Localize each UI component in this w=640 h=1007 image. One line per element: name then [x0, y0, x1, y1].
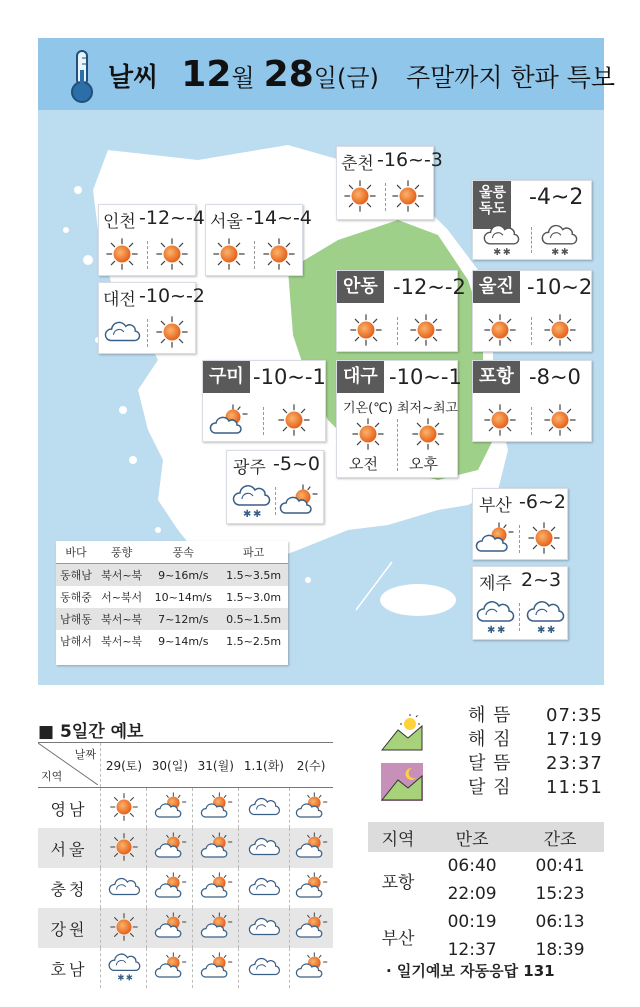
table-row	[38, 788, 333, 829]
region-card-jeju	[472, 566, 568, 640]
sunny-icon	[527, 521, 561, 555]
tide-region: 포항	[381, 872, 415, 893]
snow-icon	[539, 221, 579, 259]
table-row	[38, 828, 333, 868]
partly-cloudy-icon	[153, 952, 187, 982]
region-name: 부산	[479, 496, 512, 516]
region-temp: -5~0	[273, 453, 320, 475]
table-row	[368, 908, 604, 936]
sunset-time: 17:19	[546, 729, 603, 750]
cloudy-icon	[247, 872, 281, 902]
day-header: 2(수)	[289, 743, 333, 788]
high-tide-time: 22:09	[447, 884, 497, 904]
moonset-time: 11:51	[546, 777, 603, 798]
sunny-icon	[409, 313, 443, 347]
day-header: 30(일)	[147, 743, 193, 788]
region-card-busan	[472, 488, 568, 560]
forecast-region: 영남	[38, 788, 101, 829]
region-tag: 대구	[337, 361, 384, 393]
forecast-cell	[193, 948, 239, 988]
sunrise-icon	[380, 712, 424, 752]
region-name-line2: 독도	[479, 201, 507, 217]
forecast-cell	[239, 868, 289, 908]
day-header: 31(월)	[193, 743, 239, 788]
partly-cloudy-icon	[153, 832, 187, 862]
headline: 주말까지 한파 특보	[405, 63, 616, 92]
sunny-icon	[391, 179, 425, 213]
region-name: 서울	[210, 212, 243, 232]
forecast-title: ■ 5일간 예보	[38, 722, 144, 742]
region-temp: -6~2	[519, 491, 566, 513]
wave-cell: 북서~북	[96, 564, 147, 587]
high-tide-time: 00:19	[447, 912, 497, 932]
forecast-cell	[193, 868, 239, 908]
wave-cell: 10~14m/s	[154, 590, 212, 604]
forecast-cell	[239, 948, 289, 988]
low-tide-time: 15:23	[535, 884, 585, 904]
wave-cell: 1.5~3.5m	[219, 564, 288, 587]
table-row	[56, 564, 288, 587]
sunny-icon	[109, 912, 139, 942]
forecast-cell	[101, 868, 147, 908]
region-name-line1: 울릉	[479, 185, 507, 201]
cloudy-icon	[107, 872, 141, 902]
region-card-daejeon	[98, 282, 205, 354]
region-temp: -14~-4	[246, 207, 312, 229]
region-tag: 구미	[203, 361, 250, 393]
wave-cell: 9~14m/s	[158, 634, 209, 648]
wave-header: 풍향	[96, 541, 147, 564]
wave-cell: 남해동	[56, 608, 96, 630]
region-temp: -10~-2	[139, 285, 205, 307]
region-card-uljin	[472, 270, 592, 352]
high-tide-time: 06:40	[447, 856, 497, 876]
region-temp: 2~3	[521, 569, 562, 591]
header-weekday: (금)	[336, 64, 379, 92]
wave-cell: 북서~북	[96, 608, 147, 630]
region-card-gumi	[202, 360, 326, 442]
sunrise-label: 해 뜸	[468, 705, 512, 726]
header-banner	[38, 38, 616, 110]
sunny-icon	[105, 237, 139, 271]
region-card-pohang	[472, 360, 592, 442]
sea-conditions-table	[56, 541, 288, 665]
region-card-ulleung-dokdo	[472, 180, 592, 260]
sunny-icon	[262, 237, 296, 271]
forecast-cell	[147, 868, 193, 908]
tide-region: 부산	[381, 928, 415, 949]
region-temp: -10~-1	[389, 365, 462, 389]
table-row	[38, 908, 333, 948]
partly-cloudy-icon	[209, 401, 249, 437]
region-name: 대전	[103, 290, 136, 310]
forecast-cell	[101, 908, 147, 948]
forecast-cell	[147, 908, 193, 948]
snow-icon	[107, 950, 141, 984]
forecast-cell	[101, 788, 147, 829]
header-day-unit: 일	[313, 64, 337, 92]
tide-header: 간조	[516, 822, 604, 852]
sunny-icon	[411, 417, 445, 451]
region-card-chuncheon	[336, 146, 443, 220]
cloudy-icon	[247, 912, 281, 942]
wave-cell: 7~12m/s	[147, 608, 219, 630]
sunrise-time: 07:35	[546, 705, 603, 726]
sunny-icon	[543, 403, 577, 437]
header-month: 12	[181, 54, 232, 95]
region-card-incheon	[98, 204, 205, 276]
region-card-andong	[336, 270, 466, 352]
legend-pm: 오후	[409, 455, 438, 473]
region-card-daegu	[336, 360, 462, 478]
forecast-cell	[289, 948, 333, 988]
thermometer-icon	[66, 48, 98, 104]
forecast-cell	[147, 948, 193, 988]
sunny-icon	[343, 179, 377, 213]
region-temp: -10~-1	[253, 365, 326, 389]
table-row	[56, 586, 288, 608]
cloudy-icon	[103, 315, 141, 349]
hotline-footer: · 일기예보 자동응답 131	[386, 962, 555, 980]
partly-cloudy-icon	[294, 952, 328, 982]
forecast-cell	[193, 828, 239, 868]
day-header: 1.1(화)	[239, 743, 289, 788]
region-temp: -12~-2	[393, 275, 466, 299]
forecast-cell	[289, 788, 333, 829]
partly-cloudy-icon	[294, 792, 328, 822]
legend-am: 오전	[349, 455, 378, 473]
low-tide-time: 18:39	[535, 940, 585, 960]
corner-header	[38, 743, 101, 788]
forecast-region: 호남	[38, 948, 101, 988]
page-title	[108, 54, 615, 95]
legend-temp-label: 기온(℃) 최저~최고	[343, 401, 459, 416]
tide-header: 만조	[428, 822, 516, 852]
forecast-cell	[239, 788, 289, 829]
snow-icon	[525, 597, 565, 637]
region-name: 춘천	[341, 154, 374, 174]
table-row	[56, 608, 288, 630]
sunny-icon	[483, 313, 517, 347]
forecast-cell	[239, 908, 289, 948]
region-card-gwangju	[226, 450, 324, 524]
sunny-icon	[483, 403, 517, 437]
header-label: 날씨	[108, 63, 159, 93]
sunny-icon	[109, 832, 139, 862]
tide-table	[368, 822, 604, 964]
partly-cloudy-icon	[199, 832, 233, 862]
partly-cloudy-icon	[199, 872, 233, 902]
five-day-forecast-table	[38, 742, 333, 988]
forecast-cell	[289, 908, 333, 948]
sunny-icon	[212, 237, 246, 271]
cloudy-icon	[247, 792, 281, 822]
wave-cell: 1.5~2.5m	[226, 634, 282, 648]
corner-region-label: 지역	[41, 770, 63, 783]
day-header: 29(토)	[101, 743, 147, 788]
sunny-icon	[277, 403, 311, 437]
wave-cell: 북서~북	[101, 635, 143, 648]
partly-cloudy-icon	[153, 792, 187, 822]
forecast-cell	[101, 828, 147, 868]
sunny-icon	[155, 315, 189, 349]
snow-icon	[231, 481, 271, 521]
forecast-region: 서울	[38, 828, 101, 868]
region-temp: -8~0	[529, 365, 581, 389]
wave-header: 바다	[56, 541, 96, 564]
region-tag: 포항	[473, 361, 520, 393]
partly-cloudy-icon	[294, 872, 328, 902]
cloudy-icon	[247, 832, 281, 862]
wave-cell: 0.5~1.5m	[219, 608, 288, 630]
partly-cloudy-icon	[294, 832, 328, 862]
moonrise-label: 달 뜸	[468, 753, 512, 774]
snow-icon	[475, 597, 515, 637]
corner-date-label: 날짜	[74, 748, 96, 761]
sunny-icon	[155, 237, 189, 271]
sunny-icon	[543, 313, 577, 347]
tide-header: 지역	[368, 822, 428, 852]
region-tag: 울진	[473, 271, 520, 303]
sunset-label: 해 짐	[468, 729, 512, 750]
moonset-label: 달 짐	[468, 777, 512, 798]
partly-cloudy-icon	[199, 792, 233, 822]
region-card-seoul	[205, 204, 312, 276]
region-temp: -4~2	[529, 185, 584, 210]
header-day: 28	[263, 54, 314, 95]
wave-header: 풍속	[147, 541, 219, 564]
forecast-cell	[289, 828, 333, 868]
region-temp: -12~-4	[139, 207, 205, 229]
moonrise-time: 23:37	[546, 753, 603, 774]
partly-cloudy-icon	[199, 912, 233, 942]
region-name: 광주	[233, 458, 266, 478]
forecast-cell	[147, 828, 193, 868]
table-row	[368, 852, 604, 880]
snow-icon	[481, 221, 521, 259]
table-row	[38, 948, 333, 988]
region-temp: -16~-3	[377, 149, 443, 171]
wave-header: 파고	[219, 541, 288, 564]
table-row	[56, 630, 288, 652]
wave-cell: 동해중	[60, 591, 92, 604]
forecast-cell	[239, 828, 289, 868]
partly-cloudy-icon	[153, 912, 187, 942]
partly-cloudy-icon	[279, 481, 319, 517]
partly-cloudy-icon	[475, 519, 515, 555]
partly-cloudy-icon	[153, 872, 187, 902]
sunny-icon	[109, 792, 139, 822]
region-tag: 안동	[337, 271, 384, 303]
region-name: 인천	[103, 212, 136, 232]
forecast-region: 충청	[38, 868, 101, 908]
wave-cell: 남해서	[60, 635, 92, 648]
wave-cell: 1.5~3.0m	[226, 590, 282, 604]
moonrise-icon	[380, 762, 424, 802]
low-tide-time: 00:41	[535, 856, 585, 876]
forecast-cell	[289, 868, 333, 908]
region-temp: -10~2	[527, 275, 593, 299]
forecast-cell	[147, 788, 193, 829]
low-tide-time: 06:13	[535, 912, 585, 932]
forecast-cell	[101, 948, 147, 988]
forecast-region: 강원	[38, 908, 101, 948]
forecast-cell	[193, 908, 239, 948]
partly-cloudy-icon	[294, 912, 328, 942]
cloudy-icon	[247, 952, 281, 982]
sunny-icon	[349, 313, 383, 347]
forecast-cell	[193, 788, 239, 829]
wave-cell: 9~16m/s	[147, 564, 219, 587]
high-tide-time: 12:37	[447, 940, 497, 960]
wave-cell: 서~북서	[101, 591, 143, 604]
partly-cloudy-icon	[199, 952, 233, 982]
table-row	[38, 868, 333, 908]
header-month-unit: 월	[231, 64, 255, 92]
region-name: 제주	[479, 574, 512, 594]
sunny-icon	[351, 417, 385, 451]
wave-cell: 동해남	[56, 564, 96, 587]
